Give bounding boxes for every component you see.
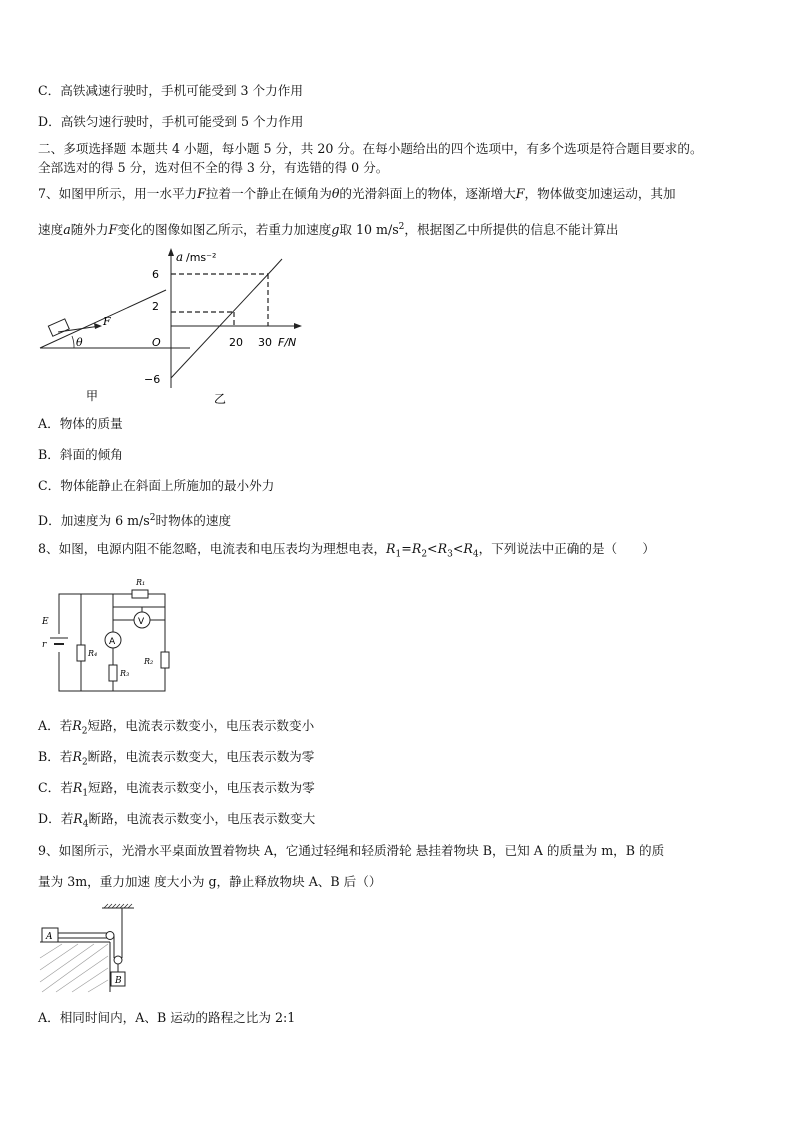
tick-30: 30 (258, 336, 272, 349)
figure-jia-caption: 甲 (86, 389, 99, 403)
q7-option-a: A．物体的质量 (38, 416, 123, 431)
x-axis-label: F/N (278, 336, 297, 349)
angle-label: θ (76, 336, 83, 349)
r1-label: R₁ (136, 578, 146, 587)
force-label: F (103, 315, 111, 328)
section2-instructions-line1: 二、多项选择题 本题共 4 小题，每小题 5 分，共 20 分。在每小题给出的四个选项中，有多个选项是符合题目要求的。 (38, 141, 703, 156)
q7-stem-line2: 速度a随外力F变化的图像如图乙所示，若重力加速度g取 10 $m/s^2$，根据图乙中所提供的信息不能计算出 (38, 222, 619, 238)
resistor-r1 (132, 590, 148, 598)
q7-stem-line1: 7、如图甲所示，用一水平力F拉着一个静止在倾角为θ的光滑斜面上的物体，逐渐增大F，物体做变加速运动，其加 (38, 186, 676, 201)
q9-stem-line2: 量为 3m，重力加速 度大小为 g，静止释放物块 A、B 后（） (38, 874, 382, 889)
q8-option-d: D．若$R_4$断路，电流表示数变小，电压表示数变大 (38, 811, 316, 830)
block-a-label: A (46, 932, 53, 942)
q8-stem: 8、如图，电源内阻不能忽略，电流表和电压表均为理想电表，$R_1=R_2<R_3<R_4$，下列说法中正确的是（ ） (38, 541, 655, 560)
r4-label: R₄ (88, 649, 98, 658)
q8-option-c: C．若$R_1$短路，电流表示数变小，电压表示数为零 (38, 780, 315, 799)
resistor-r2 (161, 652, 169, 668)
q8-option-a: A．若$R_2$短路，电流表示数变小，电压表示数变小 (38, 718, 315, 737)
section2-instructions-line2: 全部选对的得 5 分，选对但不全的得 3 分，有选错的得 0 分。 (38, 160, 389, 175)
emf-label: E (42, 617, 49, 627)
tick-neg6: −6 (144, 373, 161, 386)
origin-label: O (152, 336, 161, 349)
r2-label: R₂ (144, 657, 154, 666)
q8-option-b: B．若$R_2$断路，电流表示数变大，电压表示数为零 (38, 749, 315, 768)
q9-option-a: A．相同时间内，A、B 运动的路程之比为 2:1 (38, 1010, 296, 1025)
tick-2: 2 (152, 300, 159, 313)
tick-6: 6 (152, 268, 159, 281)
q7-option-b: B．斜面的倾角 (38, 447, 123, 462)
block-b-label: B (115, 976, 122, 986)
internal-resistance-label: r (42, 640, 47, 650)
r3-label: R₃ (120, 669, 130, 678)
q7-option-c: C．物体能静止在斜面上所施加的最小外力 (38, 478, 275, 493)
voltmeter-label: V (138, 617, 145, 627)
resistor-r3 (109, 665, 117, 681)
acceleration-force-graph (144, 248, 302, 406)
q9-stem-line1: 9、如图所示，光滑水平桌面放置着物块 A，它通过轻绳和轻质滑轮 悬挂着物块 B，已知 A 的质量为 m，B 的质 (38, 843, 665, 858)
tick-20: 20 (229, 336, 243, 349)
y-axis-unit: /ms⁻² (186, 251, 217, 264)
resistor-r4 (77, 645, 85, 661)
q8-circuit (38, 572, 173, 697)
q6-option-d: D．高铁匀速行驶时，手机可能受到 5 个力作用 (38, 114, 304, 129)
incline-diagram (40, 290, 190, 403)
q9-figure (38, 902, 138, 996)
y-axis-symbol: a (176, 250, 184, 264)
q7-figure (36, 240, 326, 410)
figure-yi-caption: 乙 (214, 392, 227, 406)
ammeter-label: A (109, 637, 116, 647)
q7-option-d: D．加速度为 6 $m/s^2$时物体的速度 (38, 513, 232, 529)
q6-option-c: C．高铁减速行驶时，手机可能受到 3 个力作用 (38, 83, 303, 98)
